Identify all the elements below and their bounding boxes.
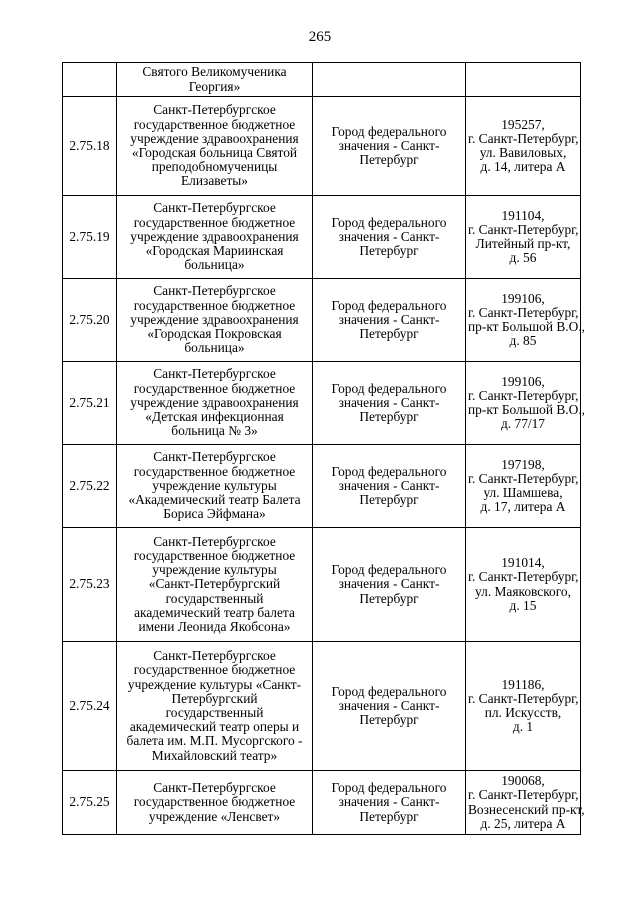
region-cell — [313, 362, 466, 445]
table-row — [63, 279, 581, 362]
text-line: значения - Санкт- — [338, 228, 440, 244]
text-line: д. 1 — [512, 719, 534, 735]
organization-name-cell — [117, 445, 313, 528]
text-line: г. Санкт-Петербург, — [468, 130, 579, 146]
text-line: Город федерального — [331, 562, 447, 578]
text-line: 191186, — [501, 676, 545, 692]
address-cell — [466, 642, 581, 771]
text-line: 191014, — [501, 555, 545, 571]
text-line: учреждение культуры — [152, 477, 277, 493]
text-line: Георгия» — [188, 78, 241, 94]
page-number: 265 — [308, 29, 332, 45]
organization-name-cell — [117, 771, 313, 835]
item-number-cell: 2.75.22 — [63, 445, 117, 528]
text-line: государственный — [165, 705, 264, 720]
text-line: учреждение здравоохранения — [130, 394, 299, 410]
text-line: учреждение культуры «Санкт- — [127, 676, 302, 692]
text-line: г. Санкт-Петербург, — [468, 690, 579, 706]
text-line: государственное бюджетное — [133, 547, 296, 563]
text-line: «Городская Мариинская — [145, 243, 284, 259]
text-line: учреждение здравоохранения — [130, 130, 299, 146]
item-number-cell: 2.75.23 — [63, 528, 117, 642]
text-line: балета им. М.П. Мусоргского - — [126, 733, 303, 749]
address-cell — [466, 63, 581, 97]
text-line: Санкт-Петербургское — [153, 366, 276, 382]
text-line: значения - Санкт- — [338, 394, 440, 410]
item-number-cell: 2.75.18 — [63, 97, 117, 196]
text-line: Петербург — [359, 152, 419, 168]
text-line: значения - Санкт- — [338, 697, 440, 713]
text-line: больница» — [184, 340, 245, 356]
region-cell — [313, 196, 466, 279]
text-line: д. 56 — [509, 250, 537, 266]
text-line: Город федерального — [331, 297, 447, 313]
text-line: Литейный пр-кт, — [475, 236, 571, 251]
text-line: Город федерального — [331, 463, 447, 479]
organization-name-cell — [117, 279, 313, 362]
text-line: государственное бюджетное — [133, 297, 296, 313]
text-line: государственный — [165, 590, 264, 606]
text-line: Город федерального — [331, 380, 447, 396]
text-line: Елизаветы» — [181, 173, 248, 189]
text-line: пр-кт Большой В.О., — [468, 319, 586, 334]
text-line: государственное бюджетное — [133, 116, 296, 132]
text-line: д. 25, литера А — [480, 815, 566, 831]
organization-name-cell — [117, 362, 313, 445]
text-line: значения - Санкт- — [338, 137, 440, 153]
registry-table — [62, 62, 586, 835]
item-number-cell: 2.75.24 — [63, 642, 117, 771]
text-line: ул. Маяковского, — [475, 583, 571, 599]
address-cell — [466, 279, 586, 362]
table-row — [63, 771, 581, 835]
text-line: «Академический театр Балета — [128, 492, 301, 508]
text-line: значения - Санкт- — [338, 477, 440, 493]
text-line: 199106, — [501, 373, 545, 389]
item-number-cell — [63, 63, 117, 97]
region-cell — [313, 528, 466, 642]
text-line: Санкт-Петербургское — [153, 102, 276, 118]
region-cell — [313, 97, 466, 196]
text-line: г. Санкт-Петербург, — [468, 787, 579, 803]
address-cell — [466, 771, 585, 835]
item-number-cell: 2.75.25 — [63, 771, 117, 835]
region-cell — [313, 279, 466, 362]
text-line: «Городская Покровская — [147, 326, 282, 342]
text-line: учреждение здравоохранения — [130, 311, 299, 327]
item-number-cell: 2.75.21 — [63, 362, 117, 445]
item-number-cell: 2.75.19 — [63, 196, 117, 279]
table-row — [63, 445, 581, 528]
text-line: Бориса Эйфмана» — [163, 506, 266, 522]
text-line: д. 85 — [509, 333, 537, 349]
organization-name-cell — [117, 642, 313, 771]
text-line: академический театр балета — [134, 604, 295, 620]
text-line: преподобномученицы — [151, 159, 278, 175]
text-line: Святого Великомученика — [142, 64, 287, 80]
text-line: Петербург — [359, 326, 419, 342]
text-line: Петербург — [359, 590, 419, 606]
text-line: д. 77/17 — [500, 416, 545, 432]
text-line: г. Санкт-Петербург, — [468, 221, 579, 237]
text-line: учреждение «Ленсвет» — [148, 808, 281, 824]
text-line: пл. Искусств, — [484, 705, 562, 720]
organization-name-cell — [117, 63, 313, 97]
text-line: Петербург — [359, 243, 419, 259]
text-line: г. Санкт-Петербург, — [468, 304, 579, 320]
text-line: Город федерального — [331, 780, 447, 796]
text-line: Санкт-Петербургское — [153, 780, 276, 796]
item-number-cell: 2.75.20 — [63, 279, 117, 362]
text-line: учреждение культуры — [152, 562, 277, 578]
text-line: Город федерального — [331, 123, 447, 139]
text-line: государственное бюджетное — [133, 380, 296, 396]
text-line: Санкт-Петербургское — [153, 283, 276, 299]
text-line: г. Санкт-Петербург, — [468, 387, 579, 403]
text-line: «Городская больница Святой — [131, 145, 298, 160]
text-line: значения - Санкт- — [338, 311, 440, 327]
text-line: «Детская инфекционная — [145, 409, 284, 425]
table-row — [63, 196, 581, 279]
text-line: Петербург — [359, 712, 419, 728]
text-line: Петербург — [359, 409, 419, 425]
text-line: государственное бюджетное — [133, 463, 296, 479]
text-line: ул. Шамшева, — [483, 485, 563, 500]
address-cell — [466, 97, 581, 196]
text-line: д. 15 — [509, 597, 537, 613]
text-line: Петербург — [359, 808, 419, 824]
text-line: г. Санкт-Петербург, — [468, 569, 579, 585]
organization-name-cell — [117, 196, 313, 279]
text-line: государственное бюджетное — [133, 214, 296, 230]
text-line: д. 17, литера А — [480, 499, 566, 515]
text-line: пр-кт Большой В.О., — [468, 402, 586, 417]
text-line: Санкт-Петербургское — [153, 648, 276, 664]
text-line: «Санкт-Петербургский — [148, 576, 281, 592]
region-cell — [313, 771, 466, 835]
text-line: академический театр оперы и — [129, 719, 300, 735]
address-cell — [466, 528, 581, 642]
text-line: больница» — [184, 257, 245, 273]
text-line: Город федерального — [331, 683, 447, 699]
text-line: Санкт-Петербургское — [153, 533, 276, 549]
text-line: Петербургский — [171, 690, 258, 706]
table-row — [63, 362, 581, 445]
address-cell — [466, 362, 586, 445]
text-line: Вознесенский пр-кт, — [468, 801, 585, 817]
text-line: ул. Вавиловых, — [479, 145, 567, 160]
text-line: больница № 3» — [171, 423, 258, 439]
address-cell — [466, 445, 581, 528]
text-line: 197198, — [501, 456, 545, 472]
text-line: государственное бюджетное — [133, 662, 296, 678]
address-cell — [466, 196, 581, 279]
text-line: д. 14, литера А — [480, 159, 566, 175]
text-line: имени Леонида Якобсона» — [138, 619, 291, 634]
table-row — [63, 642, 581, 771]
text-line: 199106, — [501, 290, 545, 306]
text-line: Город федерального — [331, 214, 447, 230]
text-line: государственное бюджетное — [133, 794, 296, 810]
organization-name-cell — [117, 97, 313, 196]
table-row — [63, 528, 581, 642]
text-line: Михайловский театр» — [151, 747, 278, 763]
text-line: Санкт-Петербургское — [153, 449, 276, 465]
text-line: Петербург — [359, 492, 419, 508]
text-line: 195257, — [501, 116, 545, 132]
text-line: значения - Санкт- — [338, 794, 440, 810]
region-cell — [313, 642, 466, 771]
region-cell — [313, 63, 466, 97]
text-line: 190068, — [501, 773, 545, 789]
table-row — [63, 63, 581, 97]
text-line: 191104, — [501, 207, 545, 223]
table-row — [63, 97, 581, 196]
text-line: Санкт-Петербургское — [153, 200, 276, 216]
text-line: учреждение здравоохранения — [130, 228, 299, 244]
organization-name-cell — [117, 528, 313, 642]
region-cell — [313, 445, 466, 528]
text-line: значения - Санкт- — [338, 576, 440, 592]
text-line: г. Санкт-Петербург, — [468, 470, 579, 486]
